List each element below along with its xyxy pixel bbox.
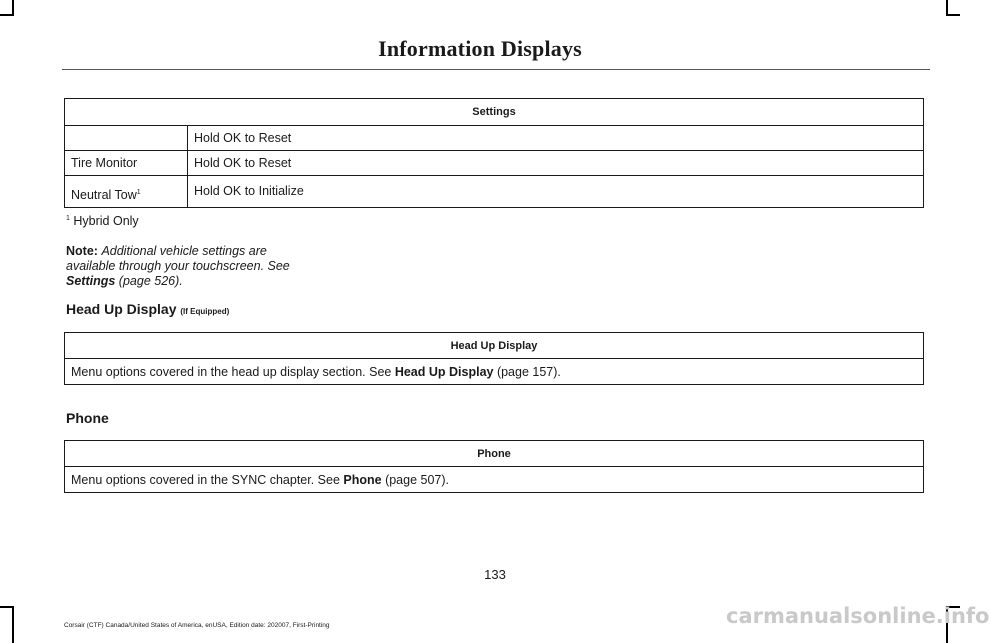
- header-divider: [62, 69, 930, 70]
- neutral-tow-label: Neutral Tow: [71, 188, 137, 202]
- hud-link[interactable]: Head Up Display: [394, 364, 494, 379]
- crop-mark: [0, 606, 14, 608]
- table-cell: [65, 126, 188, 151]
- table-cell: Hold OK to Initialize: [188, 176, 924, 208]
- footnote: [66, 211, 139, 229]
- page-ref: (page 526).: [118, 274, 183, 288]
- table-row: [65, 467, 924, 493]
- section-heading-hud: [66, 301, 229, 317]
- watermark: carmanualsonline.info: [726, 604, 990, 628]
- crop-mark: [12, 606, 14, 643]
- row-text: Menu options covered in the SYNC chapter. See: [71, 472, 344, 487]
- table-row: [65, 151, 924, 176]
- table-row: [65, 126, 924, 151]
- note-label: Note:: [66, 244, 98, 258]
- page-ref: (page 157).: [493, 364, 561, 379]
- note-line1: Additional vehicle settings are: [101, 244, 267, 258]
- hud-table-heading: Head Up Display: [65, 333, 924, 359]
- phone-link[interactable]: Phone: [343, 472, 382, 487]
- settings-table-heading: Settings: [65, 99, 924, 126]
- row-text: Menu options covered in the head up display section. See: [71, 364, 395, 379]
- page-title: Information Displays: [378, 36, 582, 61]
- table-cell: Tire Monitor: [65, 151, 188, 176]
- settings-link[interactable]: Settings: [66, 274, 116, 288]
- phone-table: [64, 440, 924, 493]
- table-cell: [65, 467, 924, 493]
- crop-mark: [946, 14, 960, 16]
- table-cell: Hold OK to Reset: [188, 126, 924, 151]
- footnote-text: Hybrid Only: [69, 214, 139, 229]
- note: [66, 244, 290, 289]
- print-footer: Corsair (CTF) Canada/United States of America, enUSA, Edition date: 202007, First-Printing: [64, 622, 330, 629]
- section-qualifier: (If Equipped): [180, 307, 230, 316]
- page-ref: (page 507).: [381, 472, 450, 487]
- section-title: Head Up Display: [66, 301, 177, 317]
- table-cell: Hold OK to Reset: [188, 151, 924, 176]
- hud-table: [64, 332, 924, 385]
- table-row: [65, 176, 924, 208]
- settings-table: [64, 98, 924, 208]
- page-number: 133: [484, 567, 506, 582]
- table-cell: [65, 176, 188, 208]
- phone-table-heading: Phone: [65, 441, 924, 467]
- crop-mark: [0, 14, 14, 16]
- note-line2: available through your touchscreen. See: [66, 259, 290, 273]
- footnote-marker: 1: [66, 215, 70, 222]
- section-heading-phone: Phone: [66, 410, 109, 426]
- table-row: [65, 359, 924, 385]
- table-cell: [65, 359, 924, 385]
- footnote-marker: 1: [136, 188, 141, 196]
